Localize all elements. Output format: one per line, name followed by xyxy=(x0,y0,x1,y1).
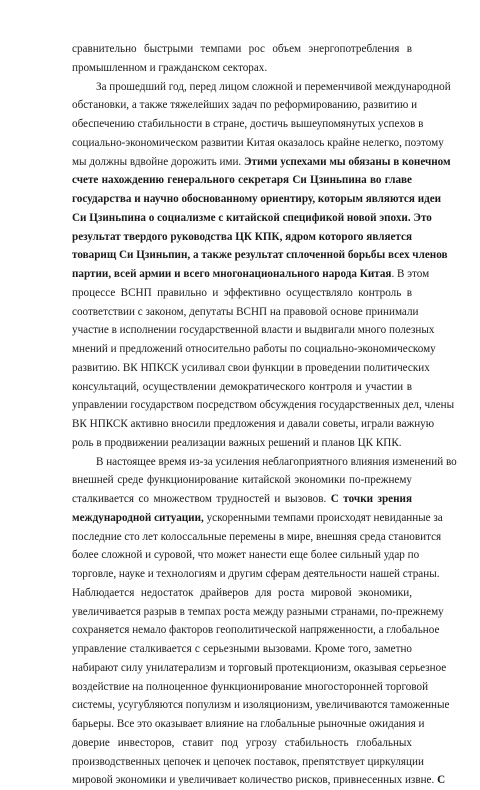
text-line xyxy=(72,771,412,790)
text-line xyxy=(72,359,412,378)
text-segment: системы, усугубляются популизм и изоляционизм, увеличиваются таможенные xyxy=(72,699,449,711)
text-segment: мнений и предложений относительно работы по социально-экономическому xyxy=(72,343,436,355)
text-line xyxy=(72,715,412,734)
text-line xyxy=(72,453,412,472)
text-line xyxy=(72,190,412,209)
text-line xyxy=(72,284,412,303)
text-line xyxy=(72,134,412,153)
text-segment: барьеры. Все это оказывает влияние на глобальные рыночные ожидания и xyxy=(72,718,424,730)
text-line xyxy=(72,265,412,284)
text-segment: ВК НПКСК активно вносили предложения и давали советы, играли важную xyxy=(72,418,434,430)
bold-text-segment: счете нахождению генерального секретаря Си Цзиньпина во главе xyxy=(72,174,412,186)
text-segment: внешней среде функционирование китайской экономики по-прежнему xyxy=(72,474,412,486)
text-segment: обстановки, а также тяжелейших задач по реформированию, развитию и xyxy=(72,99,417,111)
text-line xyxy=(72,209,412,228)
text-line xyxy=(72,753,412,772)
paragraph xyxy=(72,40,412,78)
text-line xyxy=(72,340,412,359)
text-line xyxy=(72,640,412,659)
text-segment: управление сталкивается с серьезными вызовами. Кроме того, заметно xyxy=(72,643,412,655)
text-segment: набирают силу унилатерализм и торговый протекционизм, оказывая серьезное xyxy=(72,662,446,674)
text-line xyxy=(72,171,412,190)
text-segment: развитию. ВК НПКСК усиливал свои функции в проведении политических xyxy=(72,362,430,374)
text-line xyxy=(72,659,412,678)
text-segment: последние сто лет колоссальные перемены в мире, внешняя среда становится xyxy=(72,531,441,543)
text-segment: роль в продвижении реализации важных решений и планов ЦК КПК. xyxy=(72,437,402,449)
text-line xyxy=(72,303,412,322)
text-line xyxy=(72,584,412,603)
text-segment: . В этом xyxy=(391,268,429,280)
bold-text-segment: С xyxy=(437,774,445,786)
text-line xyxy=(72,509,412,528)
bold-text-segment: партии, всей армии и всего многонационального народа Китая xyxy=(72,268,391,280)
text-segment: обеспечению стабильности в стране, достичь вышеупомянутых успехов в xyxy=(72,118,423,130)
text-line xyxy=(72,396,412,415)
text-segment: сохраняется немало факторов геополитической напряженности, а глобальное xyxy=(72,624,439,636)
text-segment: За прошедший год, перед лицом сложной и переменчивой международной xyxy=(96,81,451,93)
text-segment: производственных цепочек и цепочек поставок, препятствует циркуляции xyxy=(72,756,424,768)
text-line xyxy=(72,490,412,509)
bold-text-segment: международной ситуации, xyxy=(72,512,204,524)
text-line xyxy=(72,734,412,753)
text-line xyxy=(72,378,412,397)
text-line xyxy=(72,696,412,715)
text-segment: торговле, науке и технологиям и другим сферам деятельности нашей страны. xyxy=(72,568,439,580)
text-line xyxy=(72,246,412,265)
bold-text-segment: Си Цзиньпина о социализме с китайской спецификой новой эпохи. Это xyxy=(72,212,432,224)
text-segment: ускоренными темпами происходят невиданные за xyxy=(204,512,443,524)
text-line xyxy=(72,565,412,584)
bold-text-segment: Этими успехами мы обязаны в конечном xyxy=(244,156,451,168)
text-line xyxy=(72,546,412,565)
text-segment: В настоящее время из-за усиления неблагоприятного влияния изменений во xyxy=(96,456,457,468)
text-line xyxy=(72,528,412,547)
text-line xyxy=(72,40,412,59)
text-segment: доверие инвесторов, ставит под угрозу стабильность глобальных xyxy=(72,737,412,749)
text-line xyxy=(72,153,412,172)
text-segment: мы должны вдвойне дорожить ими. xyxy=(72,156,244,168)
text-segment: увеличивается разрыв в темпах роста между разными странами, по-прежнему xyxy=(72,606,444,618)
text-segment: социально-экономическом развитии Китая оказалось крайне нелегко, поэтому xyxy=(72,137,444,149)
text-segment: воздействие на полноценное функционирование многосторонней торговой xyxy=(72,681,428,693)
text-segment: более сложной и суровой, что может нанести еще более сильный удар по xyxy=(72,549,419,561)
paragraph xyxy=(72,78,412,453)
text-line xyxy=(72,115,412,134)
text-segment: промышленном и гражданском секторах. xyxy=(72,62,267,74)
bold-text-segment: С точки зрения xyxy=(331,493,412,505)
paragraph xyxy=(72,453,412,790)
text-segment: сталкивается со множеством трудностей и вызовов. xyxy=(72,493,331,505)
text-segment: Наблюдается недостаток драйверов для роста мировой экономики, xyxy=(72,587,412,599)
text-line xyxy=(72,621,412,640)
text-line xyxy=(72,415,412,434)
text-line xyxy=(72,59,412,78)
text-segment: участие в исполнении государственной власти и выдвигали много полезных xyxy=(72,324,434,336)
text-segment: сравнительно быстрыми темпами рос объем энергопотребления в xyxy=(72,43,412,55)
text-line xyxy=(72,96,412,115)
text-line xyxy=(72,228,412,247)
text-segment: управлении государством посредством обсуждения государственных дел, члены xyxy=(72,399,454,411)
text-segment: соответствии с законом, депутаты ВСНП на правовой основе принимали xyxy=(72,306,418,318)
bold-text-segment: результат твердого руководства ЦК КПК, ядром которого является xyxy=(72,231,412,243)
text-line xyxy=(72,603,412,622)
text-line xyxy=(72,78,412,97)
text-line xyxy=(72,434,412,453)
bold-text-segment: товарищ Си Цзиньпин, а также результат сплоченной борьбы всех членов xyxy=(72,249,448,261)
text-segment: процессе ВСНП правильно и эффективно осуществляло контроль в xyxy=(72,287,412,299)
text-line xyxy=(72,471,412,490)
bold-text-segment: государства и научно обоснованному ориентиру, которым являются идеи xyxy=(72,193,441,205)
text-segment: мировой экономики и увеличивает количество рисков, привнесенных извне. xyxy=(72,774,437,786)
text-segment: консультаций, осуществлении демократического контроля и участии в xyxy=(72,381,412,393)
text-line xyxy=(72,678,412,697)
document-body-text xyxy=(72,40,412,790)
text-line xyxy=(72,321,412,340)
